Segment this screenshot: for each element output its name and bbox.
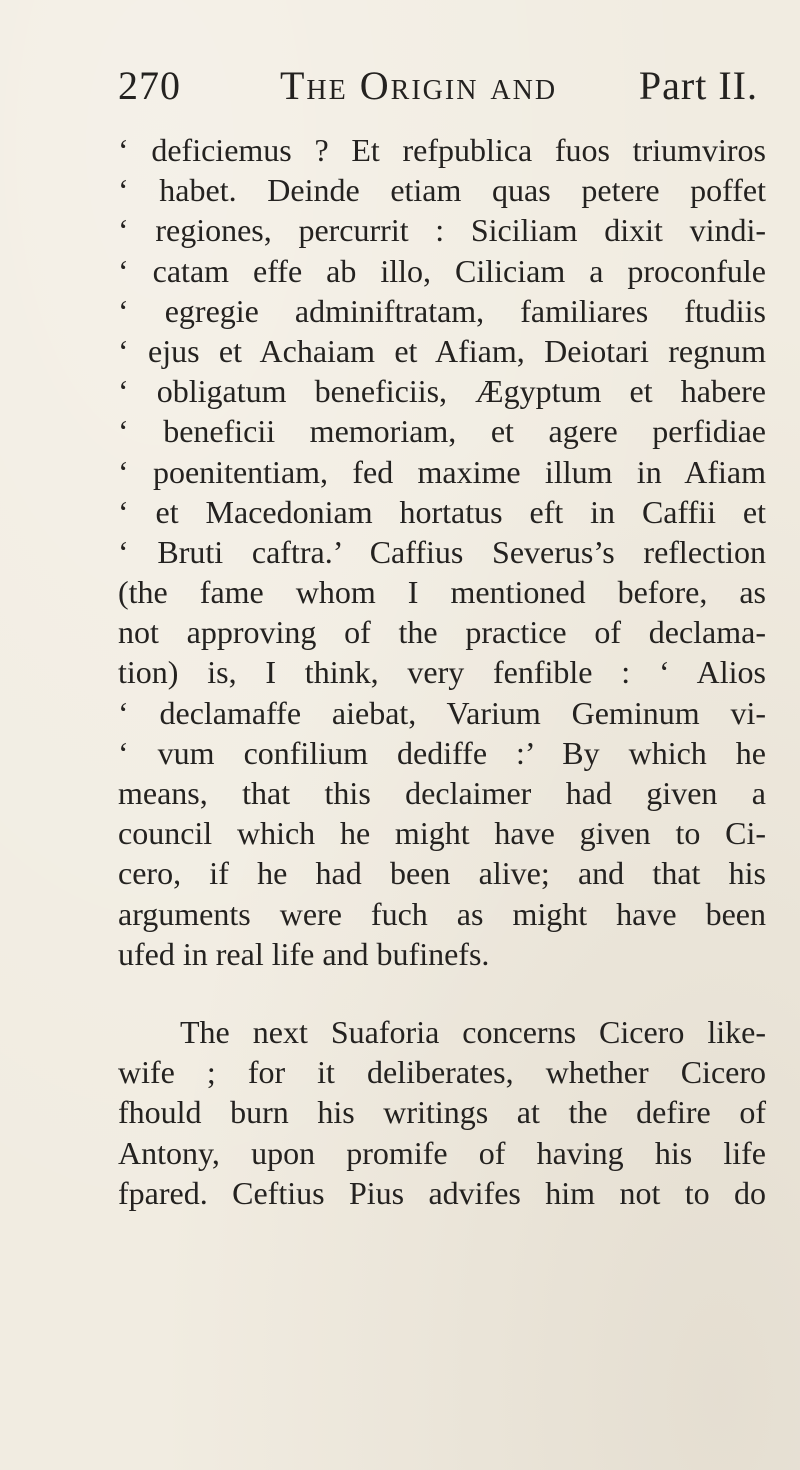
text-line: ‘ et Macedoniam hortatus eft in Caffii et <box>118 493 766 530</box>
text-line: ‘ declamaffe aiebat, Varium Geminum vi- <box>118 694 766 731</box>
text-line: ‘ habet. Deinde etiam quas petere poffet <box>118 172 766 209</box>
text-line: ‘ deficiemus ? Et refpublica fuos triumviros <box>118 132 766 168</box>
text-line: ufed in real life and bufinefs. <box>118 935 490 972</box>
text-line: ‘ egregie adminiftratam, familiares ftudiis <box>118 292 766 329</box>
text-line: cero, if he had been alive; and that his <box>118 855 766 892</box>
paragraph-2 <box>118 1012 766 1213</box>
paragraph-1 <box>118 130 766 974</box>
text-line: ‘ vum confilium dediffe :’ By which he <box>118 734 766 771</box>
text-line: (the fame whom I mentioned before, as <box>118 574 766 611</box>
text-line: ‘ Bruti caftra.’ Caffius Severus’s reflection <box>118 533 766 570</box>
text-line: fpared. Ceftius Pius advifes him not to do <box>118 1174 766 1211</box>
text-line: tion) is, I think, very fenfible : ‘ Alios <box>118 654 766 691</box>
text-line: fhould burn his writings at the defire of <box>118 1094 766 1131</box>
paragraph-gap <box>118 974 766 1012</box>
text-line: ‘ poenitentiam, fed maxime illum in Afiam <box>118 453 766 490</box>
text-line: ‘ beneficii memoriam, et agere perfidiae <box>118 413 766 450</box>
text-line: Antony, upon promife of having his life <box>118 1134 766 1171</box>
text-line: ‘ ejus et Achaiam et Afiam, Deiotari regnum <box>118 332 766 369</box>
text-line: council which he might have given to Ci- <box>118 815 766 852</box>
text-line: The next Suaforia concerns Cicero like- <box>180 1013 766 1050</box>
text-line: ‘ catam effe ab illo, Ciliciam a proconfule <box>118 252 766 289</box>
part-label: Part II. <box>638 63 758 108</box>
text-line: arguments were fuch as might have been <box>118 895 766 932</box>
body-text <box>118 130 766 1213</box>
running-title: The Origin and <box>280 63 558 108</box>
running-header <box>118 62 758 122</box>
text-line: ‘ regiones, percurrit : Siciliam dixit vindi- <box>118 212 766 249</box>
text-line: not approving of the practice of declama- <box>118 614 766 651</box>
text-line: means, that this declaimer had given a <box>118 775 766 811</box>
text-line: ‘ obligatum beneficiis, Ægyptum et habere <box>118 373 766 410</box>
text-line: wife ; for it deliberates, whether Cicero <box>118 1054 766 1091</box>
page-number: 270 <box>118 63 181 108</box>
